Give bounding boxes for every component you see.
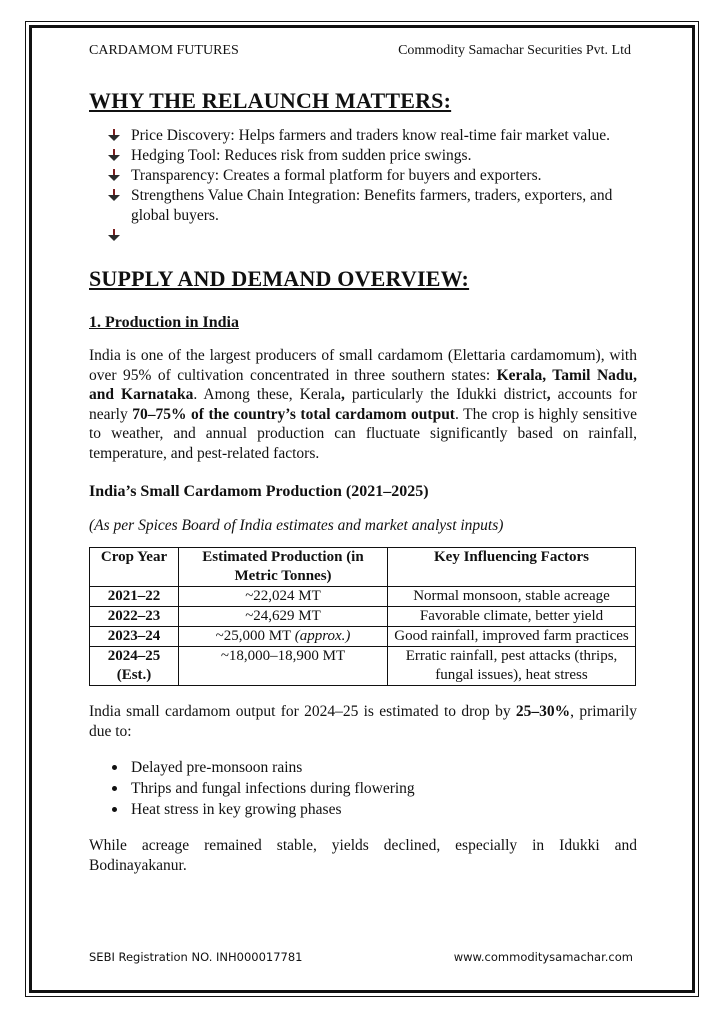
- column-header: Crop Year: [90, 548, 179, 587]
- table-cell-production: [179, 627, 388, 647]
- page-content: [89, 88, 637, 875]
- bullet-text: Price Discovery: Helps farmers and traders know real-time fair market value.: [131, 127, 611, 144]
- arrow-down-icon: [107, 148, 121, 162]
- table-note: (As per Spices Board of India estimates and market analyst inputs): [89, 517, 504, 534]
- para-text: . The crop is highly sensitive to weather, and annual production can fluctuate significantly based on rainfall, temperature, and pest-related factors.: [89, 405, 637, 462]
- table-cell-year: 2021–22: [107, 588, 161, 604]
- para-bold: ,: [546, 386, 551, 403]
- list-item: [89, 757, 637, 778]
- section-title-supply-demand: SUPPLY AND DEMAND OVERVIEW:: [89, 266, 470, 291]
- table-cell-year: 2023–24: [107, 628, 161, 644]
- table-cell-year: 2022–23: [107, 608, 161, 624]
- para-bold: ,: [340, 386, 345, 403]
- para-text: particularly the Idukki district: [344, 386, 547, 403]
- causes-bullet-list: [89, 757, 637, 820]
- arrow-down-icon: [107, 128, 121, 142]
- arrow-down-icon: [107, 188, 121, 202]
- footer-registration: SEBI Registration NO. INH000017781: [89, 950, 303, 964]
- bullet-text: Hedging Tool: Reduces risk from sudden price swings.: [131, 147, 472, 164]
- table-row: [90, 607, 636, 627]
- column-header: Key Influencing Factors: [388, 548, 636, 587]
- para-bold: Kerala, Tamil Nadu, and Karnataka: [89, 366, 638, 403]
- bullet-text: Delayed pre-monsoon rains: [131, 759, 303, 776]
- footer-website: www.commoditysamachar.com: [453, 950, 633, 964]
- para-text: accounts for nearly: [89, 386, 637, 423]
- bullet-dot-icon: [112, 765, 117, 770]
- arrow-down-icon: [107, 228, 121, 242]
- para-text: , primarily due to:: [89, 703, 638, 740]
- bullet-text: Thrips and fungal infections during flowering: [131, 780, 415, 797]
- para-text: . Among these, Kerala: [193, 386, 341, 403]
- table-cell-year: 2024–25 (Est.): [107, 648, 161, 683]
- relaunch-bullet-list: [89, 126, 637, 246]
- list-item: [89, 126, 637, 146]
- table-cell-production: [179, 647, 388, 686]
- table-header-row: [90, 548, 636, 587]
- header-right: Commodity Samachar Securities Pvt. Ltd: [398, 43, 631, 58]
- arrow-down-icon: [107, 168, 121, 182]
- list-item: [89, 166, 637, 186]
- bullet-text: Strengthens Value Chain Integration: Benefits farmers, traders, exporters, and global buyers.: [131, 187, 613, 224]
- list-item: [89, 778, 637, 799]
- list-item: [89, 799, 637, 820]
- table-cell-production: [179, 607, 388, 627]
- table-cell-factors: Favorable climate, better yield: [388, 607, 636, 627]
- prod-value: ~18,000–18,900 MT: [220, 648, 346, 664]
- table-row: [90, 587, 636, 607]
- header-left: CARDAMOM FUTURES: [89, 43, 239, 58]
- para-bold: 25–30%: [515, 703, 571, 720]
- bullet-dot-icon: [112, 807, 117, 812]
- table-row: [90, 627, 636, 647]
- prod-value: ~22,024 MT: [245, 588, 321, 604]
- bullet-text: Heat stress in key growing phases: [131, 801, 342, 818]
- prod-note: (approx.): [294, 628, 351, 644]
- list-item: [89, 186, 637, 226]
- table-row: [90, 647, 636, 686]
- table-cell-production: [179, 587, 388, 607]
- list-item: [89, 146, 637, 166]
- bullet-text: Transparency: Creates a formal platform for buyers and exporters.: [131, 167, 542, 184]
- para-text: India small cardamom output for 2024–25 is estimated to drop by: [89, 703, 516, 720]
- para-text: India is one of the largest producers of small cardamom (Elettaria cardamomum), with over 95% of cultivation concentrated in three southern states:: [89, 347, 637, 384]
- para-bold: 70–75% of the country’s total cardamom output: [132, 405, 455, 423]
- table-cell-factors: Erratic rainfall, pest attacks (thrips, fungal issues), heat stress: [388, 647, 636, 686]
- closing-paragraph: While acreage remained stable, yields declined, especially in Idukki and Bodinayakanur.: [89, 837, 637, 874]
- column-header: Estimated Production (in Metric Tonnes): [179, 548, 388, 587]
- production-paragraph: [89, 346, 637, 463]
- prod-value: ~25,000 MT: [215, 628, 295, 644]
- table-title: India’s Small Cardamom Production (2021–2025): [89, 483, 429, 500]
- output-drop-paragraph: [89, 702, 637, 741]
- prod-value: ~24,629 MT: [245, 608, 321, 624]
- bullet-dot-icon: [112, 786, 117, 791]
- subsection-title: 1. Production in India: [89, 314, 239, 331]
- production-table: [89, 547, 636, 686]
- table-cell-factors: Normal monsoon, stable acreage: [388, 587, 636, 607]
- list-item: [89, 226, 637, 246]
- table-cell-factors: Good rainfall, improved farm practices: [388, 627, 636, 647]
- section-title-relaunch: WHY THE RELAUNCH MATTERS:: [89, 88, 452, 113]
